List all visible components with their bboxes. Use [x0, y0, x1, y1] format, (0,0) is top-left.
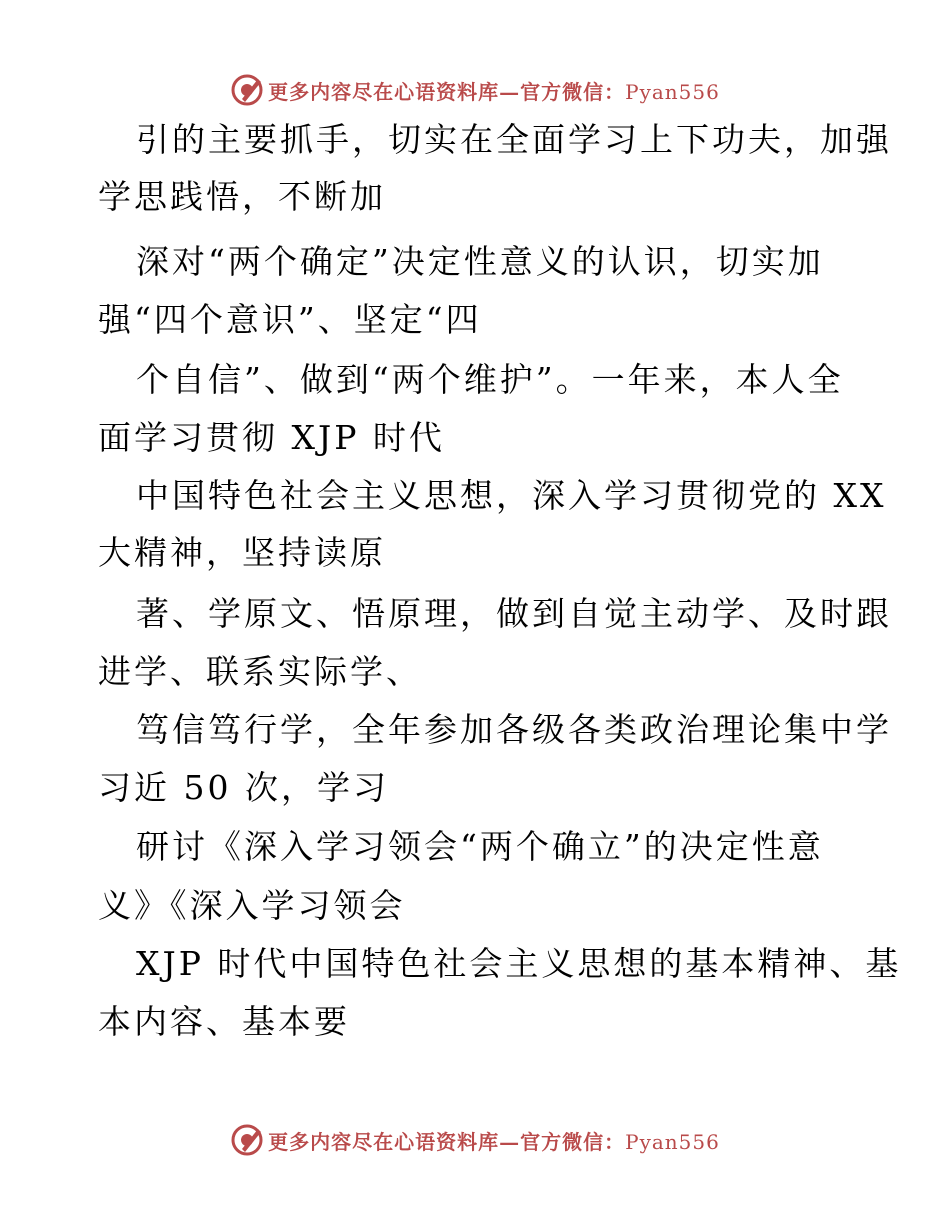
body-line: 著、学原文、悟原理，做到自觉主动学、及时跟: [136, 594, 892, 633]
body-line: 笃信笃行学，全年参加各级各类政治理论集中学: [136, 710, 892, 749]
body-line: 引的主要抓手，切实在全面学习上下功夫，加强: [136, 120, 892, 159]
body-line: 义》《深入学习领会: [98, 886, 406, 925]
pen-logo-icon: [230, 1123, 264, 1157]
footer-banner-id: Pyan556: [625, 1129, 720, 1154]
body-line: 大精神，坚持读原: [98, 533, 386, 572]
body-line: 进学、联系实际学、: [98, 652, 422, 691]
body-line: 个自信”、做到“两个维护”。一年来，本人全: [136, 360, 844, 399]
body-line: 面学习贯彻 XJP 时代: [98, 418, 445, 457]
header-banner-id: Pyan556: [625, 79, 720, 104]
body-line: 中国特色社会主义思想，深入学习贯彻党的 XX: [136, 476, 887, 515]
body-line: XJP 时代中国特色社会主义思想的基本精神、基: [136, 944, 902, 983]
footer-banner: [0, 1120, 950, 1160]
body-line: 研讨《深入学习领会“两个确立”的决定性意: [136, 827, 824, 866]
header-banner-label: 更多内容尽在心语资料库—官方微信：: [268, 79, 626, 104]
header-banner-text: [268, 76, 720, 105]
footer-banner-text: [268, 1126, 720, 1155]
body-line: 习近 50 次，学习: [98, 768, 389, 807]
pen-logo-icon: [230, 73, 264, 107]
body-line: 强“四个意识”、坚定“四: [98, 300, 482, 339]
header-banner: [0, 70, 950, 110]
body-line: 本内容、基本要: [98, 1002, 350, 1041]
body-line: 学思践悟，不断加: [98, 177, 386, 216]
footer-banner-label: 更多内容尽在心语资料库—官方微信：: [268, 1129, 626, 1154]
body-line: 深对“两个确定”决定性意义的认识，切实加: [136, 242, 824, 281]
